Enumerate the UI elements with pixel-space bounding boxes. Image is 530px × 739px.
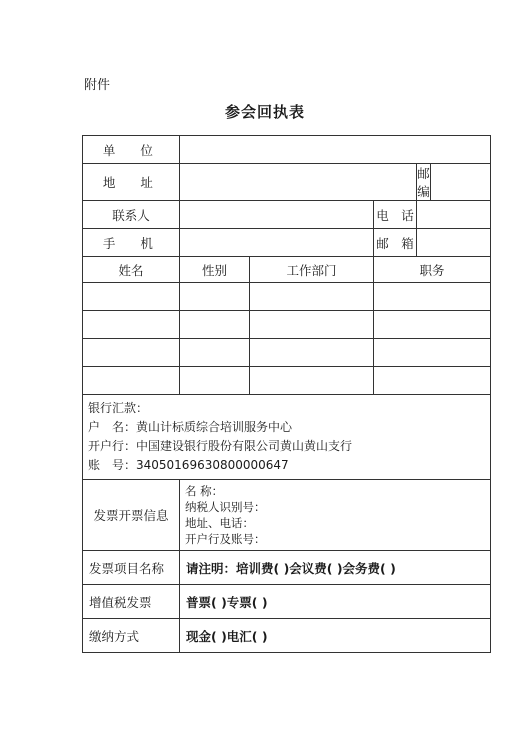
attendee-department-cell[interactable] — [250, 311, 374, 339]
attendee-position-cell[interactable] — [374, 311, 491, 339]
bank-heading: 银行汇款： — [88, 401, 149, 415]
attendee-department-cell[interactable] — [250, 339, 374, 367]
attachment-label: 附件 — [84, 78, 111, 93]
col-header-name: 姓名 — [83, 257, 180, 283]
invoice-tax-id-line: 纳税人识别号： — [185, 500, 266, 514]
invoice-item-label: 发票项目名称 — [83, 551, 180, 585]
unit-label: 单 位 — [83, 136, 180, 164]
attendee-header-row — [83, 257, 491, 283]
invoice-info-row — [83, 480, 491, 551]
mobile-row — [83, 229, 491, 257]
vat-invoice-value[interactable]: 普票( )专票( ) — [180, 585, 491, 619]
attendee-position-cell[interactable] — [374, 283, 491, 311]
col-header-department: 工作部门 — [250, 257, 374, 283]
bank-name: 开户行：中国建设银行股份有限公司黄山黄山支行 — [88, 439, 353, 453]
postcode-label: 邮编 — [417, 164, 431, 201]
payment-method-label: 缴纳方式 — [83, 619, 180, 653]
phone-label: 电 话 — [374, 201, 417, 229]
email-label: 邮 箱 — [374, 229, 417, 257]
invoice-info-label: 发票开票信息 — [83, 480, 180, 551]
attendee-position-cell[interactable] — [374, 339, 491, 367]
address-label: 地 址 — [83, 164, 180, 201]
email-field[interactable] — [417, 229, 491, 257]
address-field[interactable] — [180, 164, 417, 201]
attendee-row — [83, 367, 491, 395]
unit-row — [83, 136, 491, 164]
col-header-position: 职务 — [374, 257, 491, 283]
attendee-row — [83, 283, 491, 311]
bank-account-name: 户 名：黄山计标质综合培训服务中心 — [88, 420, 293, 434]
invoice-address-phone-line: 地址、电话： — [185, 516, 254, 530]
address-row — [83, 164, 491, 201]
payment-method-row — [83, 619, 491, 653]
attendee-position-cell[interactable] — [374, 367, 491, 395]
contact-field[interactable] — [180, 201, 374, 229]
mobile-field[interactable] — [180, 229, 374, 257]
attendee-gender-cell[interactable] — [180, 283, 250, 311]
attendee-name-cell[interactable] — [83, 367, 180, 395]
bank-account-number: 账 号：34050169630800000647 — [88, 458, 289, 472]
attendee-gender-cell[interactable] — [180, 311, 250, 339]
invoice-item-value[interactable]: 请注明：培训费( )会议费( )会务费( ) — [180, 551, 491, 585]
postcode-field[interactable] — [431, 164, 491, 201]
bank-info-row — [83, 395, 491, 480]
attendee-department-cell[interactable] — [250, 283, 374, 311]
unit-field[interactable] — [180, 136, 491, 164]
invoice-item-row — [83, 551, 491, 585]
bank-info-cell — [83, 395, 491, 480]
vat-invoice-row — [83, 585, 491, 619]
vat-invoice-label: 增值税发票 — [83, 585, 180, 619]
reply-form-table — [82, 135, 491, 653]
contact-label: 联系人 — [83, 201, 180, 229]
attendee-row — [83, 339, 491, 367]
invoice-bank-account-line: 开户行及账号： — [185, 532, 266, 546]
contact-row — [83, 201, 491, 229]
attendee-gender-cell[interactable] — [180, 367, 250, 395]
invoice-info-cell[interactable] — [180, 480, 491, 551]
page-title: 参会回执表 — [224, 103, 305, 121]
attendee-name-cell[interactable] — [83, 311, 180, 339]
attendee-gender-cell[interactable] — [180, 339, 250, 367]
invoice-name-line: 名 称： — [185, 484, 224, 498]
payment-method-value[interactable]: 现金( )电汇( ) — [180, 619, 491, 653]
attendee-name-cell[interactable] — [83, 339, 180, 367]
attendee-department-cell[interactable] — [250, 367, 374, 395]
attendee-row — [83, 311, 491, 339]
attendee-name-cell[interactable] — [83, 283, 180, 311]
mobile-label: 手 机 — [83, 229, 180, 257]
phone-field[interactable] — [417, 201, 491, 229]
col-header-gender: 性别 — [180, 257, 250, 283]
